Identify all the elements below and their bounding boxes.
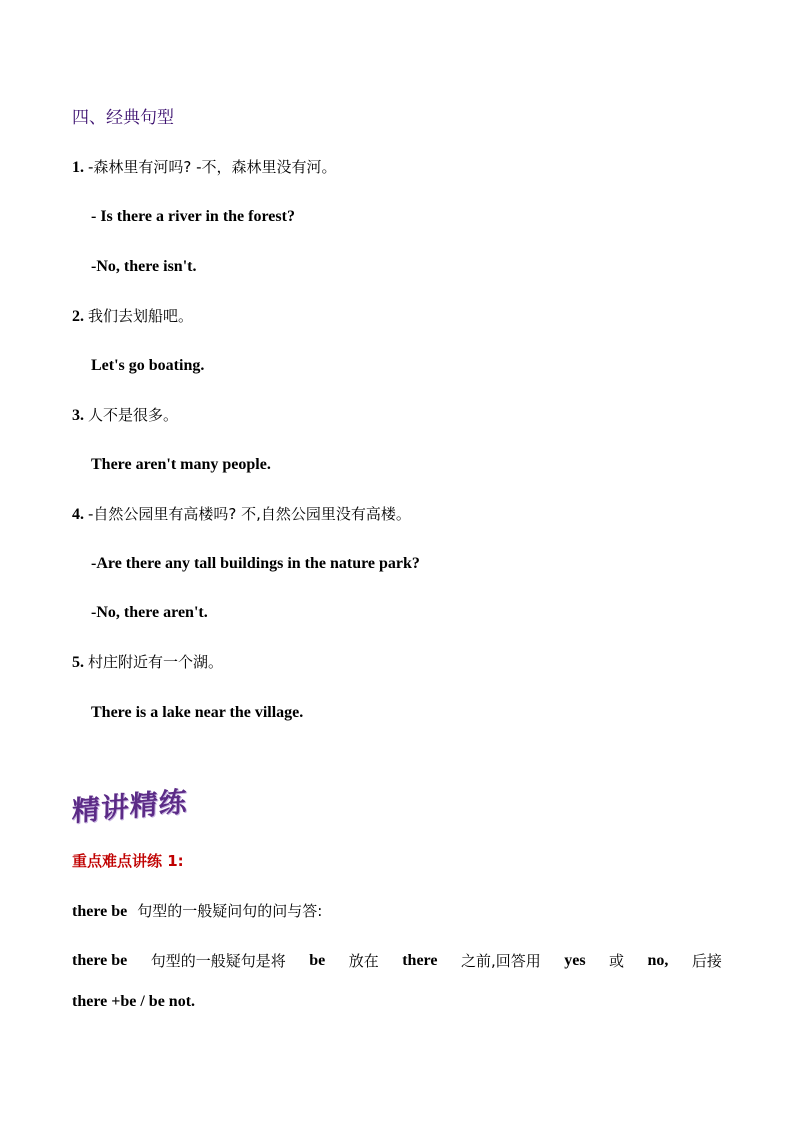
item-number: 3. [72, 407, 84, 424]
item-1-question [72, 157, 337, 178]
item-4-question [72, 504, 411, 525]
focus-line-1-en: there be [72, 903, 128, 920]
focus-line-2-part: yes [564, 952, 586, 969]
item-3-question [72, 405, 178, 426]
item-chinese: -森林里有河吗? -不，森林里没有河。 [88, 158, 337, 176]
focus-heading: 重点难点讲练 1: [72, 852, 184, 870]
item-chinese: -自然公园里有高楼吗? 不,自然公园里没有高楼。 [88, 505, 411, 523]
section-title: 四、经典句型 [72, 108, 174, 128]
item-3-english-1: There aren't many people. [91, 456, 271, 473]
item-2-question [72, 306, 193, 327]
focus-line-2-part: be [309, 952, 326, 969]
item-5-question [72, 652, 223, 673]
focus-line-2-part: 后接 [691, 952, 722, 970]
item-4-english-2: -No, there aren't. [91, 604, 208, 621]
item-chinese: 我们去划船吧。 [88, 307, 194, 325]
item-4-english-1: -Are there any tall buildings in the nature park? [91, 555, 420, 572]
art-title: 精讲精练 [71, 784, 188, 829]
item-number: 4. [72, 506, 84, 523]
focus-line-2-part: no, [647, 952, 669, 969]
focus-line-2-part: 或 [609, 952, 625, 970]
focus-line-2-part: 句型的一般疑句是将 [150, 952, 286, 970]
item-1-english-2: -No, there isn't. [91, 258, 197, 275]
item-chinese: 人不是很多。 [88, 406, 179, 424]
item-5-english-1: There is a lake near the village. [91, 704, 304, 721]
focus-line-1-cn: 句型的一般疑问句的问与答: [137, 902, 323, 920]
item-1-english-1: - Is there a river in the forest? [91, 208, 295, 225]
focus-line-2-part: there [402, 952, 438, 969]
item-number: 1. [72, 159, 84, 176]
item-chinese: 村庄附近有一个湖。 [88, 653, 224, 671]
focus-line-2-part: 放在 [348, 952, 379, 970]
focus-line-2-part: there be [72, 952, 128, 969]
item-2-english-1: Let's go boating. [91, 357, 205, 374]
focus-line-1 [72, 901, 322, 922]
item-number: 2. [72, 308, 84, 325]
focus-line-3: there +be / be not. [72, 993, 196, 1010]
focus-line-2 [72, 951, 722, 971]
item-number: 5. [72, 654, 84, 671]
focus-line-2-part: 之前,回答用 [460, 952, 541, 970]
